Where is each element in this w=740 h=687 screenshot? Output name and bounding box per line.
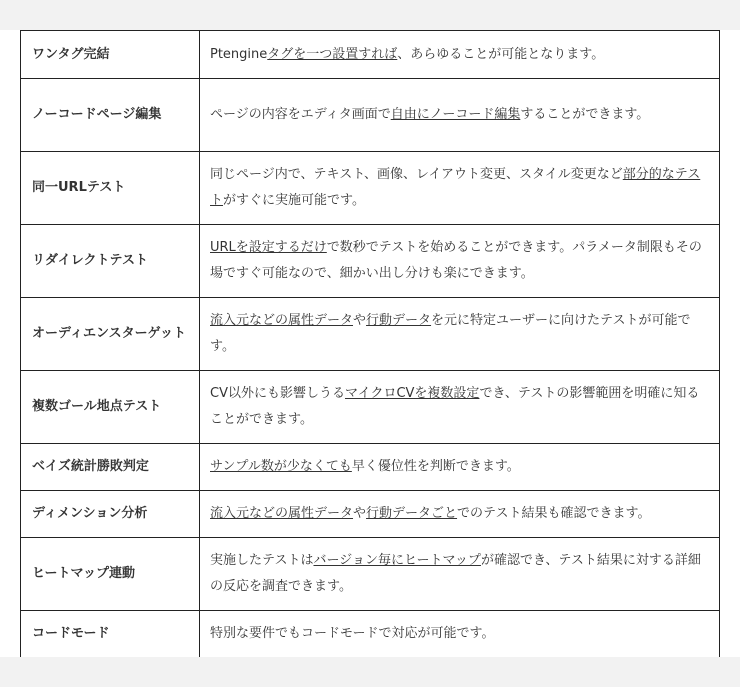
description-text: を元に特定ユーザーに向けたテストが可能です。	[210, 313, 691, 354]
description-emphasis: 行動データごと	[366, 506, 458, 521]
feature-description	[200, 491, 720, 538]
feature-name: ディメンション分析	[21, 491, 200, 538]
feature-name: コードモード	[21, 611, 200, 658]
feature-description	[200, 611, 720, 658]
description-emphasis: バージョン毎にヒートマップ	[313, 553, 481, 568]
description-text: でき、テストの影響範囲を明確に知ることができます。	[210, 386, 700, 427]
description-text: が確認でき、テスト結果に対する詳細の反応を調査できます。	[210, 553, 701, 594]
description-text: 同じページ内で、テキスト、画像、レイアウト変更、スタイル変更など	[210, 167, 623, 182]
table-row	[21, 31, 720, 79]
description-emphasis: 部分的なテスト	[210, 167, 701, 208]
description-text: 早く優位性を判断できます。	[351, 459, 520, 474]
feature-name: 同一URLテスト	[21, 152, 200, 225]
feature-description	[200, 31, 720, 79]
description-emphasis: 行動データ	[366, 313, 432, 328]
description-emphasis: 流入元などの属性データ	[210, 313, 354, 328]
feature-name: オーディエンスターゲット	[21, 298, 200, 371]
table-row	[21, 371, 720, 444]
description-text: Ptengine	[210, 46, 268, 62]
description-text: ページの内容をエディタ画面で	[210, 107, 391, 122]
bottom-background	[0, 657, 740, 687]
table-row	[21, 79, 720, 152]
table-row	[21, 152, 720, 225]
description-text: や	[353, 313, 367, 328]
description-emphasis: サンプル数が少なくても	[210, 459, 352, 474]
content-panel	[0, 30, 740, 657]
description-text: や	[353, 506, 367, 521]
description-emphasis: 流入元などの属性データ	[210, 506, 354, 521]
top-background	[0, 0, 740, 30]
description-emphasis: URLを設定するだけ	[210, 240, 327, 255]
table-row	[21, 611, 720, 658]
description-text: することができます。	[520, 107, 650, 122]
table-row	[21, 444, 720, 491]
description-text: CV以外にも影響しうる	[210, 386, 345, 401]
description-text: 特別な要件でもコードモードで対応が可能です。	[210, 626, 495, 641]
description-emphasis: タグを一つ設置すれば	[267, 46, 398, 62]
feature-description	[200, 152, 720, 225]
feature-name: ベイズ統計勝敗判定	[21, 444, 200, 491]
feature-name: ヒートマップ連動	[21, 538, 200, 611]
description-emphasis: マイクロCVを複数設定	[344, 386, 480, 401]
feature-description	[200, 371, 720, 444]
description-text: で数秒でテストを始めることができます。パラメータ制限もその場ですぐ可能なので、細かい出し分けも楽にできます。	[210, 240, 702, 281]
description-text: でのテスト結果も確認できます。	[457, 506, 651, 521]
description-text: がすぐに実施可能です。	[223, 193, 365, 208]
feature-name: ノーコードページ編集	[21, 79, 200, 152]
feature-description	[200, 538, 720, 611]
feature-description	[200, 225, 720, 298]
table-row	[21, 491, 720, 538]
feature-description	[200, 79, 720, 152]
description-text: 実施したテストは	[210, 553, 314, 568]
table-row	[21, 538, 720, 611]
description-text: 、あらゆることが可能となります。	[397, 46, 605, 62]
table-row	[21, 298, 720, 371]
description-emphasis: 自由にノーコード編集	[390, 107, 521, 122]
feature-table	[20, 30, 720, 658]
table-row	[21, 225, 720, 298]
feature-description	[200, 298, 720, 371]
feature-name: 複数ゴール地点テスト	[21, 371, 200, 444]
feature-description	[200, 444, 720, 491]
feature-name: ワンタグ完結	[21, 31, 200, 79]
feature-name: リダイレクトテスト	[21, 225, 200, 298]
